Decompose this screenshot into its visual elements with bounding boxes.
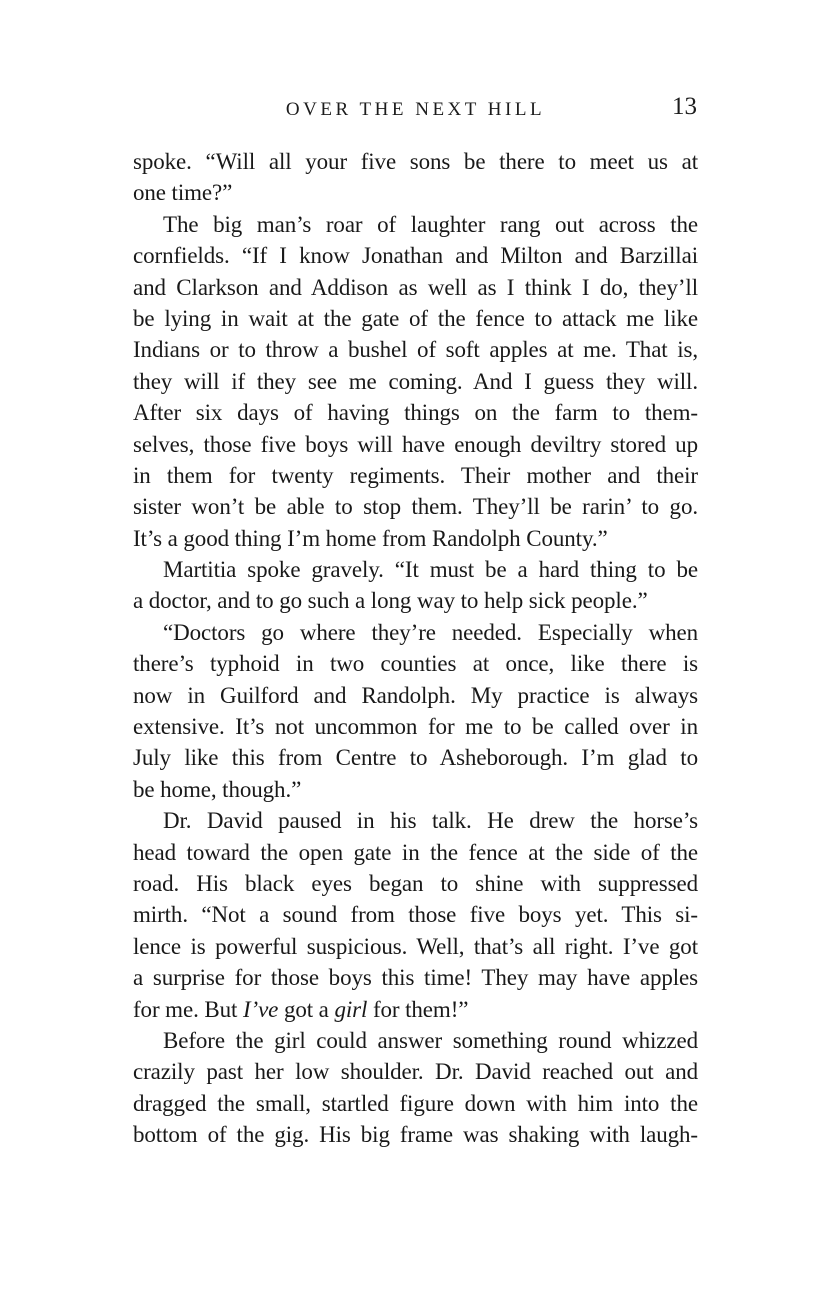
text-segment: got a	[278, 996, 335, 1022]
text-line: sister won’t be able to stop them. They’ll be rarin’ to go.	[133, 494, 698, 520]
text-line: crazily past her low shoulder. Dr. David reached out and	[133, 1059, 698, 1085]
text-line: Before the girl could answer something round whizzed	[163, 1027, 698, 1053]
text-line: there’s typhoid in two counties at once, like there is	[133, 651, 698, 677]
text-line: Indians or to throw a bushel of soft apples at me. That is,	[133, 337, 698, 363]
text-segment: for me. But	[133, 996, 243, 1022]
text-line: and Clarkson and Addison as well as I think I do, they’ll	[133, 274, 698, 300]
text-line: bottom of the gig. His big frame was shaking with laugh-	[133, 1122, 698, 1148]
text-line: cornfields. “If I know Jonathan and Milton and Barzillai	[133, 243, 698, 269]
text-line: July like this from Centre to Asheborough. I’m glad to	[133, 745, 698, 771]
text-segment: for them!”	[367, 996, 469, 1022]
page-body	[133, 146, 698, 1151]
text-line: Martitia spoke gravely. “It must be a hard thing to be	[163, 557, 698, 583]
text-line: extensive. It’s not uncommon for me to be called over in	[133, 714, 698, 740]
text-line: Dr. David paused in his talk. He drew the horse’s	[163, 808, 698, 834]
text-line: dragged the small, startled figure down with him into the	[133, 1090, 698, 1116]
text-line: The big man’s roar of laughter rang out across the	[163, 211, 698, 237]
text-line: head toward the open gate in the fence at the side of the	[133, 839, 698, 865]
text-line: a doctor, and to go such a long way to help sick people.”	[133, 588, 648, 614]
running-header: OVER THE NEXT HILL	[285, 99, 546, 120]
text-line: spoke. “Will all your five sons be there to meet us at	[133, 149, 698, 174]
text-line: It’s a good thing I’m home from Randolph County.”	[133, 525, 608, 551]
text-line: be lying in wait at the gate of the fence to attack me like	[133, 305, 698, 331]
text-line: “Doctors go where they’re needed. Especially when	[163, 619, 698, 645]
text-line: lence is powerful suspicious. Well, that’s all right. I’ve got	[133, 933, 698, 959]
text-line: After six days of having things on the farm to them-	[133, 400, 698, 426]
text-line: road. His black eyes began to shine with suppressed	[133, 870, 698, 896]
text-line	[133, 994, 698, 1025]
text-line: in them for twenty regiments. Their mother and their	[133, 462, 698, 488]
text-line: now in Guilford and Randolph. My practice is always	[133, 682, 698, 708]
text-line: mirth. “Not a sound from those five boys yet. This si-	[133, 902, 698, 928]
text-line: one time?”	[133, 180, 233, 206]
italic-text-segment: I’ve	[242, 996, 279, 1022]
text-line: be home, though.”	[133, 776, 302, 802]
text-line: they will if they see me coming. And I guess they will.	[133, 368, 698, 394]
text-line: selves, those five boys will have enough deviltry stored up	[133, 431, 698, 457]
italic-text-segment: girl	[334, 996, 368, 1022]
text-line: a surprise for those boys this time! They may have apples	[133, 965, 698, 991]
page-number: 13	[672, 93, 697, 120]
